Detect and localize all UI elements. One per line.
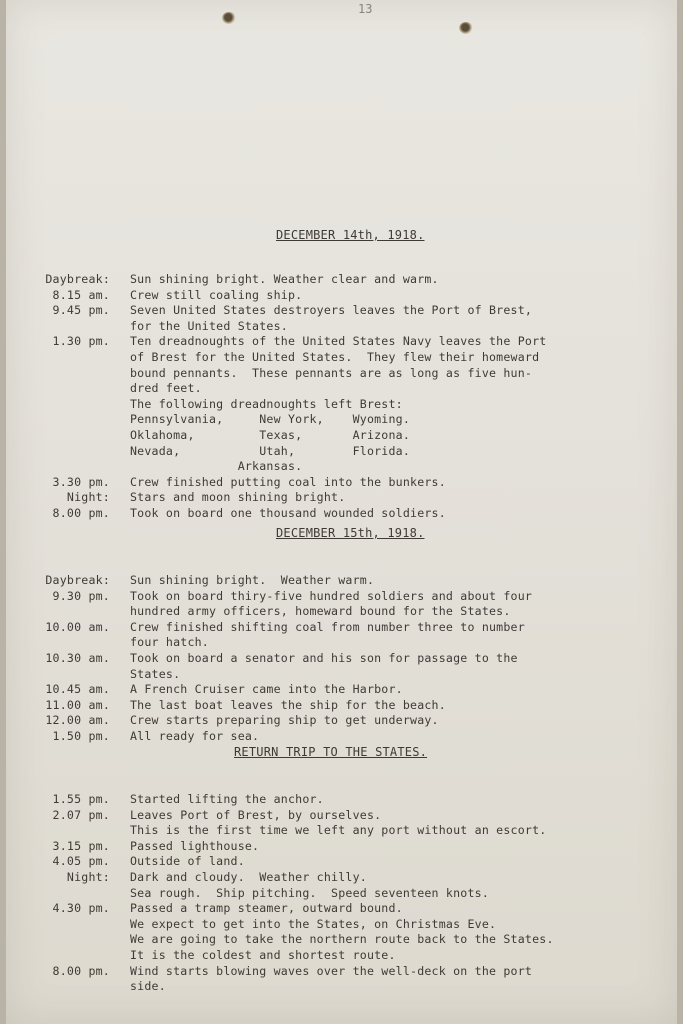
entry-time: 1.50 pm. [52, 729, 110, 743]
entry-time: Daybreak: [45, 573, 110, 587]
entry-time: 12.00 am. [45, 713, 110, 728]
entry-line: Leaves Port of Brest, by ourselves. [130, 807, 382, 822]
entry-time: 2.07 pm. [52, 807, 110, 822]
entry-line: Passed a tramp steamer, outward bound. [130, 901, 403, 916]
entry-line: States. [130, 666, 181, 681]
entry-time: 10.45 am. [45, 682, 110, 697]
entry-text [130, 651, 670, 682]
entry-text [130, 506, 670, 522]
entry-line: Crew finished shifting coal from number three to number [130, 619, 525, 634]
entry-time: 3.15 pm. [52, 838, 110, 853]
entry-text [130, 490, 670, 506]
entry-time: Night: [66, 490, 110, 505]
entry-text [130, 334, 670, 474]
entry-text [130, 808, 670, 839]
entry-line: This is the first time we left any port without an escort. [130, 823, 547, 838]
entry-line: of Brest for the United States. They flew their homeward [130, 349, 540, 364]
entry-text [130, 573, 670, 589]
section-heading: RETURN TRIP TO THE STATES. [234, 745, 428, 759]
entry-line: four hatch. [130, 635, 209, 650]
entry-line: Took on board thiry-five hundred soldiers and about four [130, 588, 533, 603]
entry-line: Crew still coaling ship. [130, 287, 303, 302]
entry-time: 1.30 pm. [52, 334, 110, 349]
entry-line: Seven United States destroyers leaves the Port of Brest, [130, 303, 533, 318]
entry-time: 10.30 am. [45, 651, 110, 665]
entry-time: 4.05 pm. [52, 854, 110, 869]
entry-text [130, 792, 670, 808]
entry-line: bound pennants. These pennants are as long as five hun- [130, 365, 533, 380]
entry-time: 8.15 am. [52, 287, 110, 302]
entry-time: 4.30 pm. [52, 901, 110, 916]
entry-line: Took on board one thousand wounded soldiers. [130, 506, 446, 520]
entry-line: Took on board a senator and his son for passage to the [130, 651, 518, 665]
entry-text [130, 288, 670, 304]
entry-text [130, 272, 670, 288]
page-number: 13 [358, 2, 373, 16]
entry-line: The following dreadnoughts left Brest: [130, 396, 403, 411]
section-heading: DECEMBER 14th, 1918. [276, 228, 425, 242]
entry-time: 9.30 pm. [52, 588, 110, 603]
entry-line: Nevada, Utah, Florida. [130, 443, 411, 458]
entry-text [130, 682, 670, 698]
entry-time: 3.30 pm. [52, 474, 110, 489]
entry-text [130, 839, 670, 855]
entry-text [130, 713, 670, 729]
entry-line: Sun shining bright. Weather warm. [130, 573, 375, 587]
entry-line: We are going to take the northern route back to the States. [130, 932, 554, 947]
entry-line: Outside of land. [130, 854, 245, 869]
entry-line: Started lifting the anchor. [130, 792, 324, 806]
entry-line: Crew starts preparing ship to get underway. [130, 713, 439, 728]
entry-text [130, 901, 670, 963]
entry-line: We expect to get into the States, on Christmas Eve. [130, 916, 497, 931]
entry-line: Sun shining bright. Weather clear and warm. [130, 272, 439, 286]
entry-line: dred feet. [130, 381, 202, 396]
entry-line: Sea rough. Ship pitching. Speed seventeen knots. [130, 885, 490, 900]
entry-text [130, 589, 670, 620]
entry-line: Pennsylvania, New York, Wyoming. [130, 412, 411, 427]
entry-line: Oklahoma, Texas, Arizona. [130, 427, 411, 442]
entry-time: 11.00 am. [45, 697, 110, 712]
entry-line: side. [130, 979, 166, 994]
entry-line: Dark and cloudy. Weather chilly. [130, 870, 367, 884]
entry-line: A French Cruiser came into the Harbor. [130, 682, 403, 697]
entry-text [130, 854, 670, 870]
entry-time: 8.00 pm. [52, 963, 110, 978]
entry-line: The last boat leaves the ship for the beach. [130, 697, 446, 712]
entry-time: 8.00 pm. [52, 506, 110, 520]
entry-line: for the United States. [130, 318, 288, 333]
entry-line: Stars and moon shining bright. [130, 490, 346, 505]
entry-text [130, 729, 670, 745]
section-heading: DECEMBER 15th, 1918. [276, 526, 425, 540]
entry-text [130, 620, 670, 651]
entry-line: Passed lighthouse. [130, 838, 260, 853]
entry-time: Daybreak: [45, 272, 110, 286]
entry-text [130, 303, 670, 334]
entry-line: It is the coldest and shortest route. [130, 947, 396, 962]
entry-text [130, 964, 670, 995]
entry-line: Arkansas. [130, 459, 303, 474]
entry-time: Night: [66, 870, 110, 884]
entry-line: All ready for sea. [130, 729, 260, 743]
entry-line: Wind starts blowing waves over the well-deck on the port [130, 963, 533, 978]
entry-time: 9.45 pm. [52, 303, 110, 318]
entry-line: Crew finished putting coal into the bunkers. [130, 474, 446, 489]
entry-text [130, 475, 670, 491]
entry-line: hundred army officers, homeward bound for the States. [130, 604, 511, 619]
entry-text [130, 870, 670, 901]
entry-line: Ten dreadnoughts of the United States Navy leaves the Port [130, 334, 547, 349]
entry-time: 10.00 am. [45, 619, 110, 634]
entry-text [130, 698, 670, 714]
entry-time: 1.55 pm. [52, 792, 110, 806]
